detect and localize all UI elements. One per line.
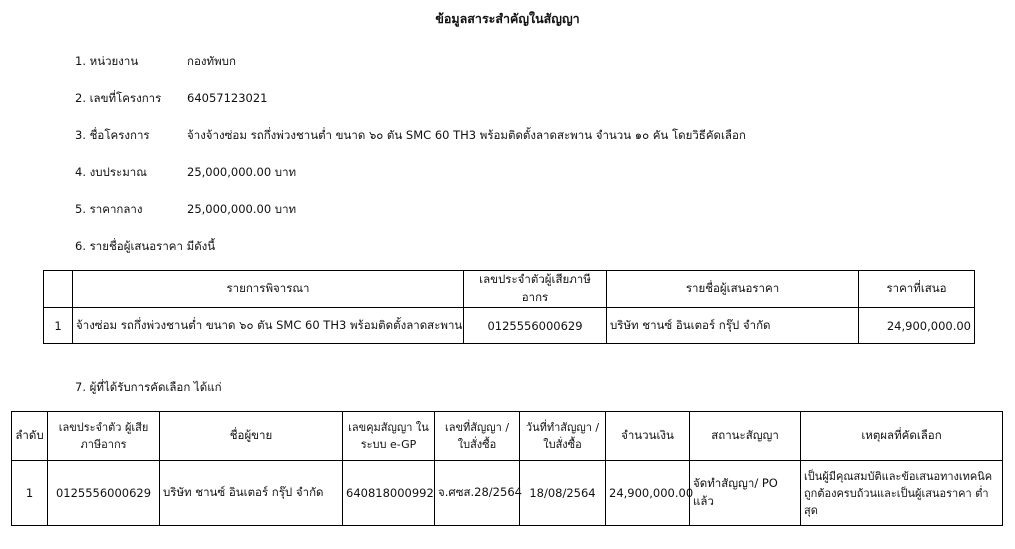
column-header: เลขคุมสัญญา ในระบบ e-GP — [343, 412, 435, 461]
info-label: 2. เลขที่โครงการ — [75, 91, 162, 105]
table-cell: 0125556000629 — [464, 308, 607, 344]
column-header: เลขประจำตัว ผู้เสียภาษีอากร — [48, 412, 160, 461]
table-cell: จ.ศซส.28/2564 — [435, 461, 520, 526]
table-cell: 18/08/2564 — [520, 461, 606, 526]
info-label: 1. หน่วยงาน — [75, 54, 139, 68]
winners-table — [11, 411, 1003, 526]
section-bidders-heading: 6. รายชื่อผู้เสนอราคา มีดังนี้ — [75, 239, 216, 253]
table-cell: 1 — [12, 461, 48, 526]
table-cell: 1 — [44, 308, 73, 344]
column-header: เหตุผลที่คัดเลือก — [801, 412, 1003, 461]
column-header: เลขประจำตัวผู้เสียภาษีอากร — [464, 271, 607, 308]
info-value: 25,000,000.00 บาท — [187, 165, 297, 179]
table-cell: บริษัท ชานซ์ อินเตอร์ กรุ๊ป จำกัด — [160, 461, 343, 526]
table-header-row — [12, 412, 1003, 461]
info-budget — [75, 164, 296, 182]
column-header: รายชื่อผู้เสนอราคา — [607, 271, 859, 308]
info-value: กองทัพบก — [187, 54, 236, 68]
table-cell: 24,900,000.00 — [859, 308, 975, 344]
column-header — [44, 271, 73, 308]
table-cell: เป็นผู้มีคุณสมบัติและข้อเสนอทางเทคนิคถูกต้องครบถ้วนและเป็นผู้เสนอราคา ต่ำสุด — [801, 461, 1003, 526]
info-project-name — [75, 127, 746, 145]
table-cell: 24,900,000.00 — [606, 461, 690, 526]
column-header: เลขที่สัญญา / ใบสั่งซื้อ — [435, 412, 520, 461]
table-cell: 640818000992 — [343, 461, 435, 526]
info-label: 5. ราคากลาง — [75, 202, 143, 216]
info-value: จ้างจ้างซ่อม รถกึ่งพ่วงชานต่ำ ขนาด ๖๐ ตัน SMC 60 TH3 พร้อมติดตั้งลาดสะพาน จำนวน ๑๐ คัน โดยวิธีคัดเลือก — [187, 128, 746, 142]
info-label: 4. งบประมาณ — [75, 165, 147, 179]
column-header: รายการพิจารณา — [73, 271, 464, 308]
info-label: 3. ชื่อโครงการ — [75, 128, 150, 142]
info-agency — [75, 53, 236, 71]
info-project-number — [75, 90, 267, 108]
column-header: ราคาที่เสนอ — [859, 271, 975, 308]
table-cell: จ้างซ่อม รถกึ่งพ่วงชานต่ำ ขนาด ๖๐ ตัน SMC 60 TH3 พร้อมติดตั้งลาดสะพาน — [73, 308, 464, 344]
table-row — [12, 461, 1003, 526]
info-value: 64057123021 — [187, 91, 268, 105]
column-header: วันที่ทำสัญญา / ใบสั่งซื้อ — [520, 412, 606, 461]
column-header: ชื่อผู้ขาย — [160, 412, 343, 461]
table-cell: 0125556000629 — [48, 461, 160, 526]
document-title: ข้อมูลสาระสำคัญในสัญญา — [435, 11, 580, 26]
info-value: 25,000,000.00 บาท — [187, 202, 297, 216]
column-header: ลำดับ — [12, 412, 48, 461]
bids-table — [43, 270, 975, 344]
table-row — [44, 308, 975, 344]
column-header: จำนวนเงิน — [606, 412, 690, 461]
table-cell: บริษัท ชานซ์ อินเตอร์ กรุ๊ป จำกัด — [607, 308, 859, 344]
table-header-row — [44, 271, 975, 308]
section-selected-heading: 7. ผู้ที่ได้รับการคัดเลือก ได้แก่ — [75, 380, 222, 394]
table-cell: จัดทำสัญญา/ PO แล้ว — [690, 461, 801, 526]
info-median-price — [75, 201, 296, 219]
column-header: สถานะสัญญา — [690, 412, 801, 461]
